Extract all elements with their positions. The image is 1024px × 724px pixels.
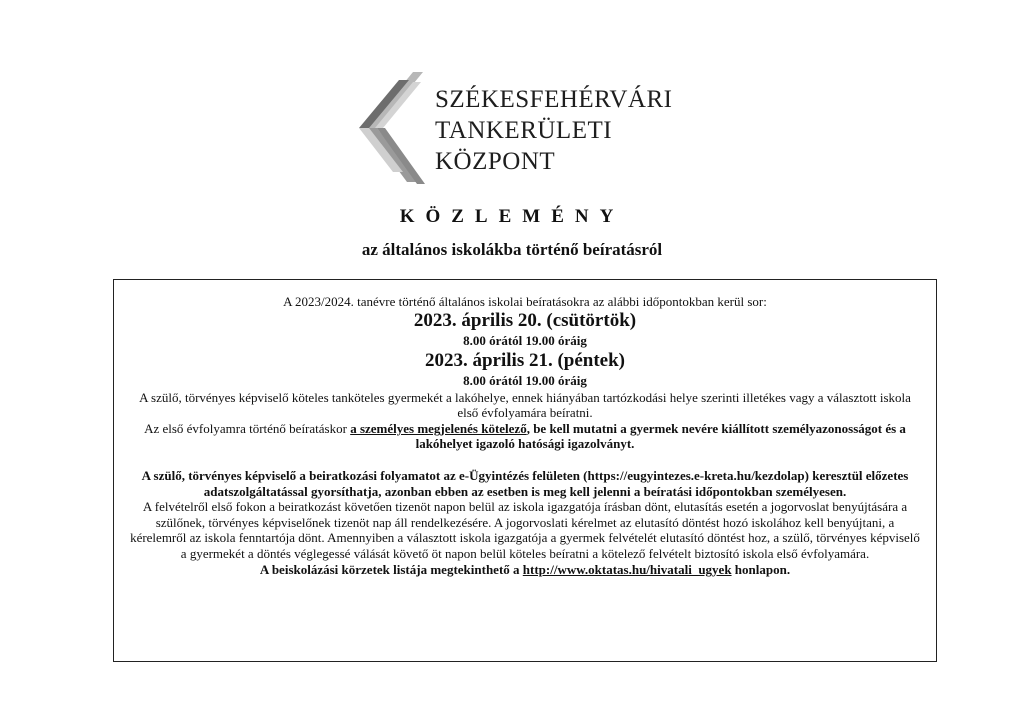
para5-start: A beiskolázási körzetek listája megtekinthető a <box>259 561 520 577</box>
enrollment-time-1: 8.00 órától 19.00 óráig <box>463 332 587 348</box>
para5-end: honlapon. <box>734 561 791 577</box>
notice-content <box>114 294 936 577</box>
para2-end: , be kell mutatni a gyermek nevére kiállított személyazonosságot és a lakóhelyet igazoló hatósági igazolványt. <box>415 420 906 452</box>
org-name-line-3: KÖZPONT <box>435 148 556 175</box>
notice-paragraph-4: A felvételről első fokon a beiratkozást követően tizenöt napon belül az iskola igazgatója írásban dönt, elutasítás esetén a jogorvoslat benyújtására a szülőnek, törvényes képviselőnek tizenöt nap áll rendelkezésére. A jogorvoslati kérelmet az elutasító döntést hozó iskolához kell benyújtani, a kérelemről az iskola fenntartója dönt. Amennyiben a választott iskola igazgatója a gyermek felvételét elutasító döntést hoz, a szülő, törvényes képviselő a gyermekét a döntés véglegessé válását követő öt napon belül köteles beíratni a kötelező felvételt biztosító iskola első évfolyamára. <box>130 499 920 561</box>
notice-paragraph-2 <box>114 421 936 452</box>
enrollment-date-2: 2023. április 21. (péntek) <box>424 349 626 371</box>
notice-paragraph-1: A szülő, törvényes képviselő köteles tanköteles gyermekét a lakóhelye, ennek hiányában tartózkodási helye szerinti illetékes vagy a választott iskola első évfolyamára beíratni. <box>139 389 911 421</box>
org-name-line-2: TANKERÜLETI <box>435 117 613 144</box>
notice-box <box>113 279 937 662</box>
enrollment-date-1: 2023. április 20. (csütörtök) <box>413 309 637 331</box>
organization-name <box>435 84 672 177</box>
personal-attendance-required: a személyes megjelenés kötelező <box>350 420 527 436</box>
organization-logo <box>355 70 685 195</box>
page-subtitle: az általános iskolákba történő beíratásról <box>361 240 663 259</box>
notice-intro: A 2023/2024. tanévre történő általános iskolai beíratásokra az alábbi időpontokban kerül sor: <box>283 294 767 309</box>
para2-start: Az első évfolyamra történő beíratáskor <box>144 420 347 436</box>
notice-paragraph-5 <box>114 562 936 578</box>
page-title: KÖZLEMÉNY <box>399 206 625 227</box>
org-name-line-1: SZÉKESFEHÉRVÁRI <box>435 86 673 113</box>
notice-paragraph-3: A szülő, törvényes képviselő a beiratkozási folyamatot az e-Ügyintézés felületen (https://eugyintezes.e-kreta.hu/kezdolap) keresztül előzetes adatszolgáltatással gyorsíthatja, azonban ebben az esetben is meg kell jelenni a beíratási időpontokban személyesen. <box>141 467 909 499</box>
oktatas-link[interactable]: http://www.oktatas.hu/hivatali_ugyek <box>522 561 732 577</box>
enrollment-time-2: 8.00 órától 19.00 óráig <box>463 372 587 388</box>
k-chevron-logo-icon <box>355 70 430 195</box>
